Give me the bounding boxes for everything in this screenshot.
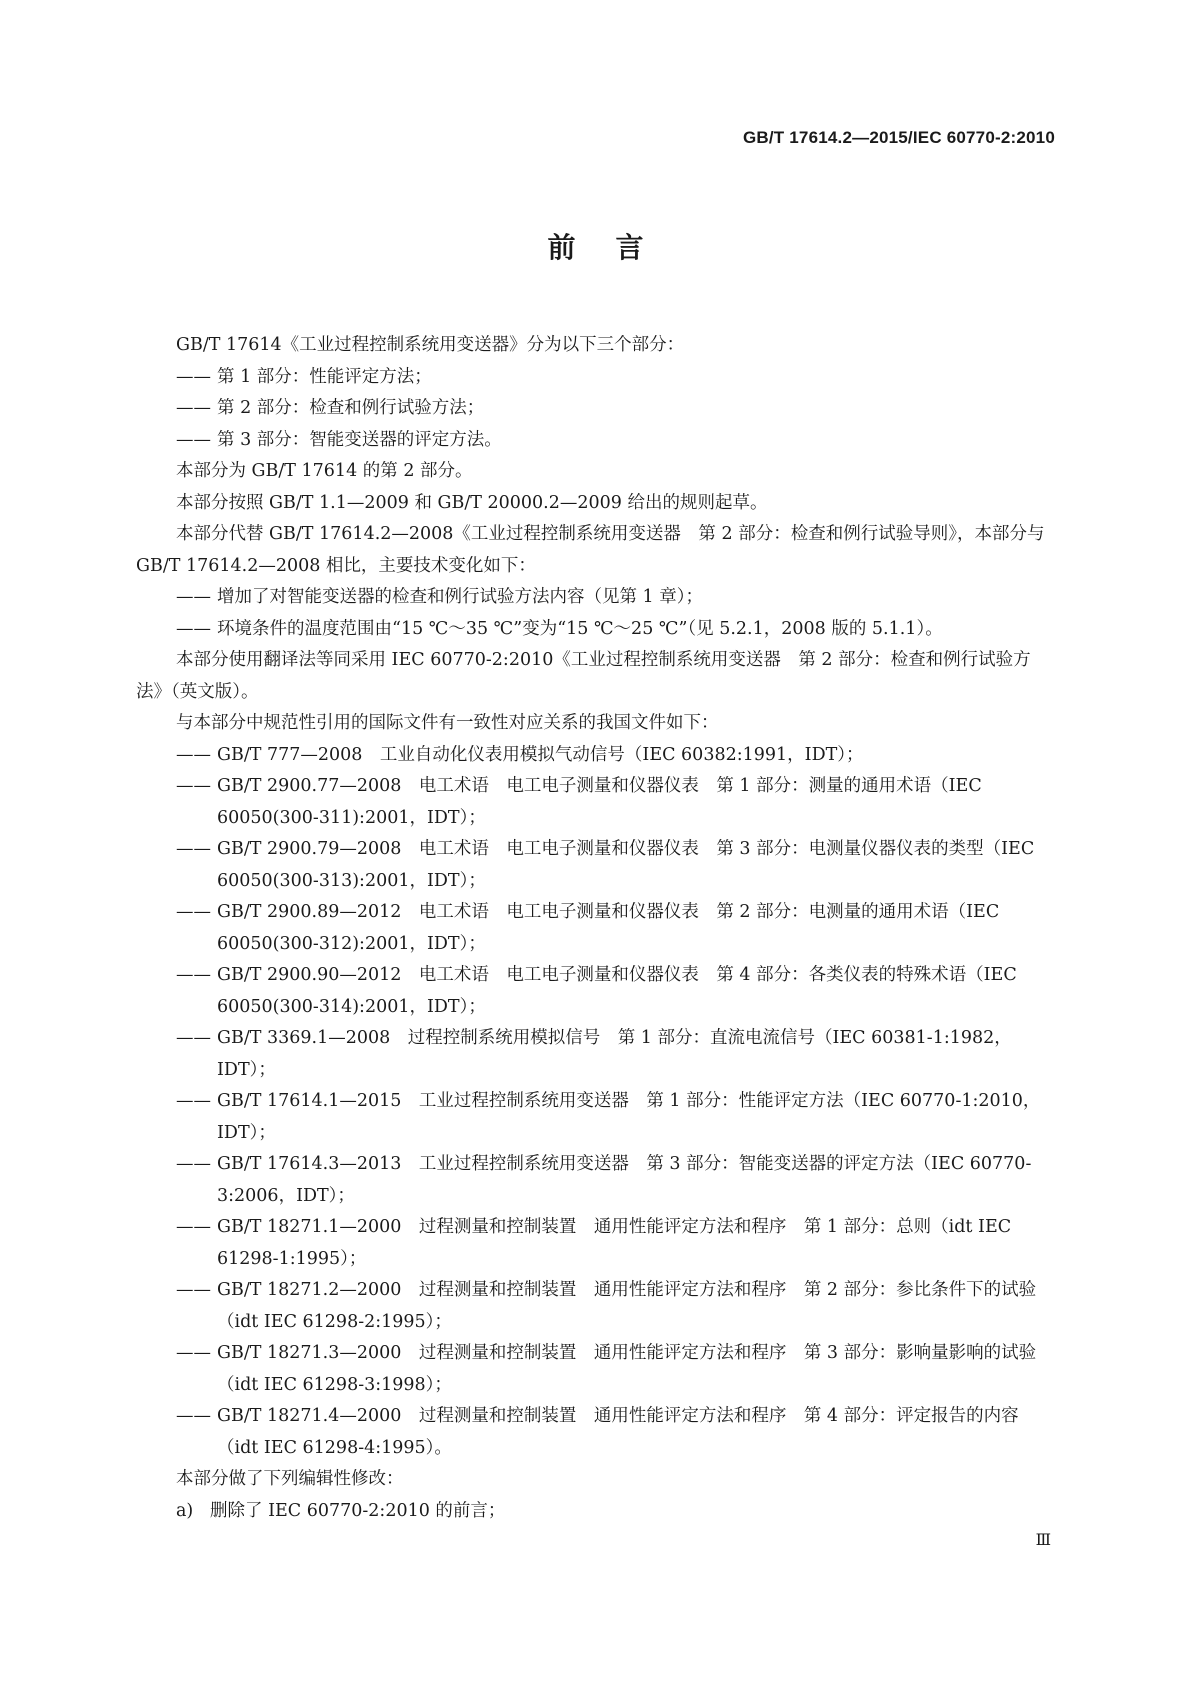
dash-marker: ——: [176, 618, 211, 639]
reference-list: [136, 740, 1054, 1465]
change-list-text: 增加了对智能变送器的检查和例行试验方法内容（见第 1 章）；: [217, 587, 704, 607]
reference-text: GB/T 2900.90—2012 电工术语 电工电子测量和仪器仪表 第 4 部分：各类仪表的特殊术语（IEC 60050(300-314):2001，IDT）；: [217, 965, 1017, 1017]
dash-marker: ——: [176, 587, 211, 607]
reference-text: GB/T 777—2008 工业自动化仪表用模拟气动信号（IEC 60382:1991，IDT）；: [217, 744, 864, 765]
dash-marker: ——: [176, 902, 211, 922]
dash-marker: ——: [176, 1028, 211, 1048]
drafting-paragraph: 本部分按照 GB/T 1.1—2009 和 GB/T 20000.2—2009 给出的规则起草。: [176, 492, 768, 513]
dash-marker: ——: [176, 1091, 211, 1111]
dash-marker: ——: [176, 1217, 211, 1237]
translation-paragraph: 本部分使用翻译法等同采用 IEC 60770-2:2010《工业过程控制系统用变送器 第 2 部分：检查和例行试验方法》（英文版）。: [136, 650, 1031, 702]
reference-text: GB/T 18271.1—2000 过程测量和控制装置 通用性能评定方法和程序 第 1 部分：总则（idt IEC 61298-1:1995）；: [217, 1217, 1012, 1269]
list-marker: a): [176, 1500, 194, 1521]
reference-item: [136, 1212, 1054, 1275]
reference-text: GB/T 17614.3—2013 工业过程控制系统用变送器 第 3 部分：智能变送器的评定方法（IEC 60770-3:2006，IDT）；: [217, 1154, 1032, 1206]
reference-text: GB/T 18271.4—2000 过程测量和控制装置 通用性能评定方法和程序 第 4 部分：评定报告的内容（idt IEC 61298-4:1995）。: [217, 1406, 1019, 1458]
dash-marker: ——: [176, 1406, 211, 1426]
reference-item: [136, 960, 1054, 1023]
reference-item: [136, 1086, 1054, 1149]
page-title: 前言: [547, 231, 684, 264]
reference-item: [136, 1023, 1054, 1086]
parts-intro-paragraph: GB/T 17614《工业过程控制系统用变送器》分为以下三个部分：: [176, 335, 685, 355]
replaces-paragraph: 本部分代替 GB/T 17614.2—2008《工业过程控制系统用变送器 第 2 部分：检查和例行试验导则》，本部分与 GB/T 17614.2—2008 相比，主要技术变化如下：: [136, 524, 1045, 576]
reference-item: [136, 1275, 1054, 1338]
standard-code: GB/T 17614.2—2015/IEC 60770-2:2010: [742, 128, 1055, 147]
dash-marker: ——: [176, 1280, 211, 1300]
reference-text: GB/T 17614.1—2015 工业过程控制系统用变送器 第 1 部分：性能评定方法（IEC 60770-1:2010，IDT）；: [217, 1091, 1041, 1143]
dash-marker: ——: [176, 1343, 211, 1363]
dash-marker: ——: [176, 1154, 211, 1174]
dash-marker: ——: [176, 776, 211, 796]
editorial-list-text: 删除了 IEC 60770-2:2010 的前言；: [210, 1500, 506, 1521]
foreword-body: [136, 330, 1054, 1527]
page-number: Ⅲ: [1035, 1530, 1051, 1549]
change-list-text: 环境条件的温度范围由“15 ℃～35 ℃”变为“15 ℃～25 ℃”（见 5.2.1，2008 版的 5.1.1）。: [217, 618, 943, 639]
dash-marker: ——: [176, 965, 211, 985]
change-list-item: [136, 582, 1054, 614]
reference-text: GB/T 3369.1—2008 过程控制系统用模拟信号 第 1 部分：直流电流信号（IEC 60381-1:1982，IDT）；: [217, 1028, 1012, 1080]
reference-item: [136, 1401, 1054, 1464]
part-list-item: [136, 393, 1054, 425]
part-list-text: 第 2 部分：检查和例行试验方法；: [217, 398, 485, 418]
dash-marker: ——: [176, 398, 211, 418]
reference-text: GB/T 18271.2—2000 过程测量和控制装置 通用性能评定方法和程序 第 2 部分：参比条件下的试验（idt IEC 61298-2:1995）；: [217, 1280, 1037, 1332]
reference-item: [136, 1149, 1054, 1212]
reference-item: [136, 740, 1054, 772]
part-list-item: [136, 425, 1054, 457]
reference-text: GB/T 2900.89—2012 电工术语 电工电子测量和仪器仪表 第 2 部分：电测量的通用术语（IEC 60050(300-312):2001，IDT）；: [217, 902, 1000, 954]
editorial-intro-paragraph: 本部分做了下列编辑性修改：: [176, 1469, 404, 1489]
reference-item: [136, 1338, 1054, 1401]
reference-text: GB/T 2900.77—2008 电工术语 电工电子测量和仪器仪表 第 1 部分：测量的通用术语（IEC 60050(300-311):2001，IDT）；: [217, 776, 982, 828]
correspondence-intro-paragraph: 与本部分中规范性引用的国际文件有一致性对应关系的我国文件如下：: [176, 713, 719, 733]
editorial-list-item: [136, 1496, 1054, 1528]
change-list-item: [136, 614, 1054, 646]
part-list-item: [136, 362, 1054, 394]
dash-marker: ——: [176, 429, 211, 450]
reference-item: [136, 771, 1054, 834]
reference-item: [136, 897, 1054, 960]
reference-text: GB/T 2900.79—2008 电工术语 电工电子测量和仪器仪表 第 3 部分：电测量仪器仪表的类型（IEC 60050(300-313):2001，IDT）；: [217, 839, 1035, 891]
dash-marker: ——: [176, 366, 211, 387]
part-list-text: 第 1 部分：性能评定方法；: [217, 366, 432, 387]
dash-marker: ——: [176, 839, 211, 859]
part-list-text: 第 3 部分：智能变送器的评定方法。: [217, 429, 502, 450]
reference-item: [136, 834, 1054, 897]
this-part-paragraph: 本部分为 GB/T 17614 的第 2 部分。: [176, 461, 473, 481]
dash-marker: ——: [176, 744, 211, 765]
reference-text: GB/T 18271.3—2000 过程测量和控制装置 通用性能评定方法和程序 第 3 部分：影响量影响的试验（idt IEC 61298-3:1998）；: [217, 1343, 1037, 1395]
